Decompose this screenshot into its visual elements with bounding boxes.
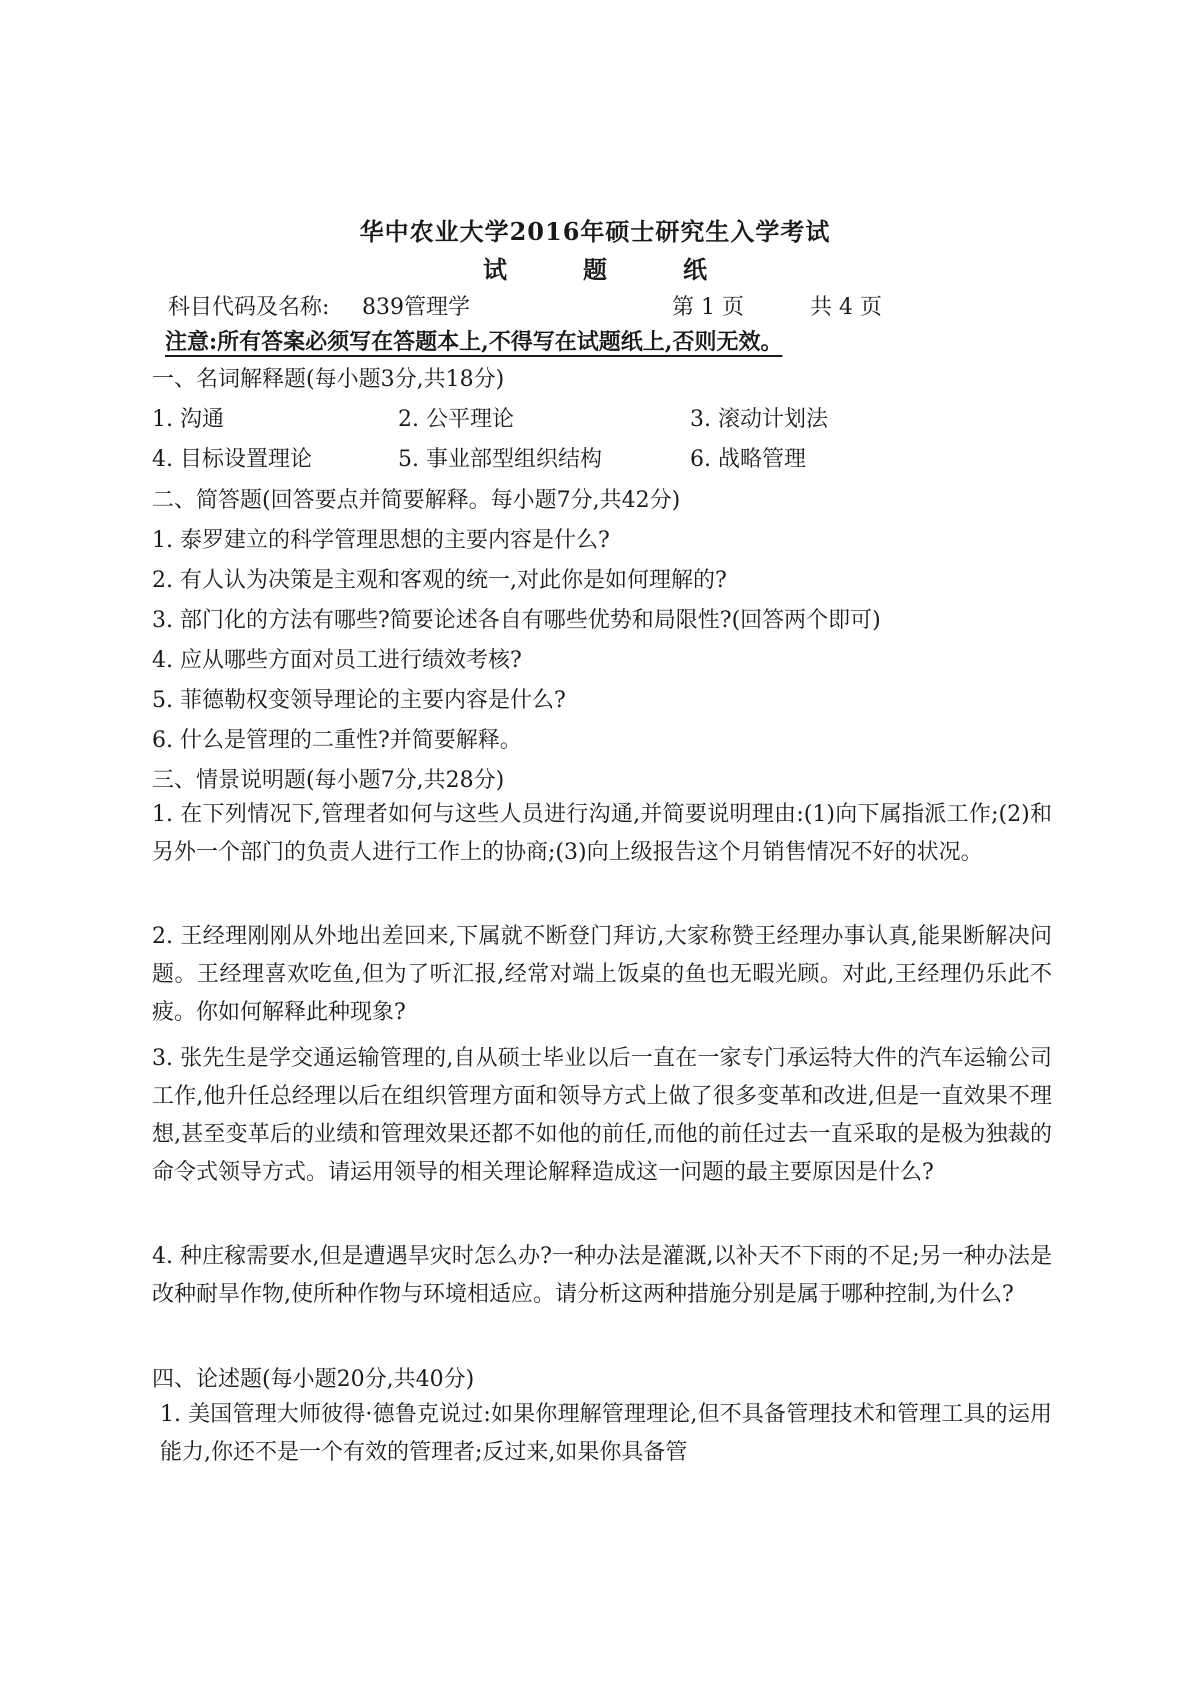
question-item: 4. 应从哪些方面对员工进行绩效考核? (152, 648, 522, 673)
subject-label: 科目代码及名称: (168, 295, 330, 320)
exam-title: 华中农业大学2016年硕士研究生入学考试 (359, 217, 831, 246)
page-current: 第 1 页 (672, 295, 744, 320)
question-item: 3. 张先生是学交通运输管理的,自从硕士毕业以后一直在一家专门承运特大件的汽车运输公司工作,他升任总经理以后在组织管理方面和领导方式上做了很多变革和改进,但是一直效果不理想,甚至变革后的业绩和管理效果还都不如他的前任,而他的前任过去一直采取的是极为独裁的命令式领导方式。请运用领导的相关理论解释造成这一问题的最主要原因是什么? (152, 1046, 1052, 1185)
subtitle-char: 试 (483, 255, 507, 284)
question-item: 1. 美国管理大师彼得·德鲁克说过:如果你理解管理理论,但不具备管理技术和管理工具的运用能力,你还不是一个有效的管理者;反过来,如果你具备管 (160, 1402, 1052, 1465)
section1-heading: 一、名词解释题(每小题3分,共18分) (152, 367, 505, 392)
subtitle-char: 纸 (683, 255, 707, 284)
question-item: 1. 泰罗建立的科学管理思想的主要内容是什么? (152, 528, 610, 553)
term-item: 5. 事业部型组织结构 (398, 447, 602, 472)
section3-heading: 三、情景说明题(每小题7分,共28分) (152, 768, 505, 793)
question-item: 3. 部门化的方法有哪些?简要论述各自有哪些优势和局限性?(回答两个即可) (152, 608, 881, 633)
question-item: 1. 在下列情况下,管理者如何与这些人员进行沟通,并简要说明理由:(1)向下属指派工作;(2)和另外一个部门的负责人进行工作上的协商;(3)向上级报告这个月销售情况不好的状况。 (152, 802, 1052, 865)
subtitle-char: 题 (583, 255, 607, 284)
question-item: 4. 种庄稼需要水,但是遭遇旱灾时怎么办?一种办法是灌溉,以补天不下雨的不足;另一种办法是改种耐旱作物,使所种作物与环境相适应。请分析这两种措施分别是属于哪种控制,为什么? (152, 1244, 1052, 1307)
section4-heading: 四、论述题(每小题20分,共40分) (152, 1367, 475, 1392)
term-item: 6. 战略管理 (690, 447, 806, 472)
exam-subtitle (0, 250, 1190, 285)
section2-heading: 二、简答题(回答要点并简要解释。每小题7分,共42分) (152, 488, 681, 513)
subject-name: 839管理学 (362, 295, 470, 320)
page-total: 共 4 页 (810, 295, 882, 320)
question-item: 2. 有人认为决策是主观和客观的统一,对此你是如何理解的? (152, 568, 727, 593)
question-item: 6. 什么是管理的二重性?并简要解释。 (152, 728, 522, 753)
term-item: 3. 滚动计划法 (690, 407, 828, 432)
question-item: 5. 菲德勒权变领导理论的主要内容是什么? (152, 688, 566, 713)
term-item: 4. 目标设置理论 (152, 447, 312, 472)
term-item: 1. 沟通 (152, 407, 224, 432)
notice-text: 注意:所有答案必须写在答题本上,不得写在试题纸上,否则无效。 (165, 329, 783, 355)
question-item: 2. 王经理刚刚从外地出差回来,下属就不断登门拜访,大家称赞王经理办事认真,能果断解决问题。王经理喜欢吃鱼,但为了听汇报,经常对端上饭桌的鱼也无暇光顾。对此,王经理仍乐此不疲。你如何解释此种现象? (152, 924, 1052, 1025)
term-item: 2. 公平理论 (398, 407, 514, 432)
